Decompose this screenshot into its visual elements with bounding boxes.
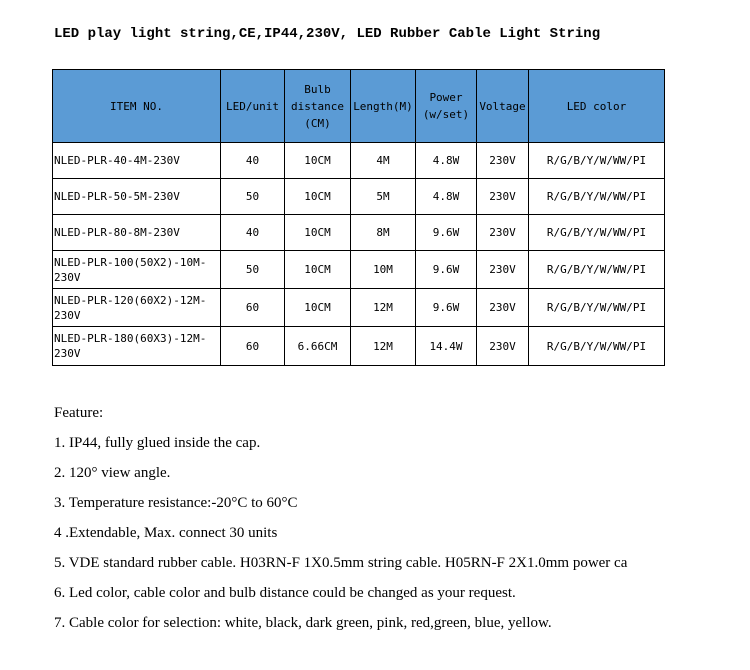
cell-led-color: R/G/B/Y/W/WW/PI (529, 143, 665, 179)
table-row (53, 289, 665, 327)
cell-item-no: NLED-PLR-120(60X2)-12M-230V (53, 289, 221, 327)
cell-led-color: R/G/B/Y/W/WW/PI (529, 215, 665, 251)
feature-item: 6. Led color, cable color and bulb distance could be changed as your request. (54, 585, 516, 601)
cell-led-per-unit: 60 (221, 327, 285, 366)
cell-voltage: 230V (477, 251, 529, 289)
feature-item: 2. 120° view angle. (54, 465, 171, 481)
cell-length: 8M (351, 215, 416, 251)
cell-led-color: R/G/B/Y/W/WW/PI (529, 289, 665, 327)
cell-voltage: 230V (477, 179, 529, 215)
feature-item: 1. IP44, fully glued inside the cap. (54, 435, 261, 451)
cell-bulb-distance: 10CM (285, 289, 351, 327)
cell-power: 9.6W (416, 289, 477, 327)
cell-bulb-distance: 10CM (285, 143, 351, 179)
cell-led-color: R/G/B/Y/W/WW/PI (529, 179, 665, 215)
cell-item-no: NLED-PLR-50-5M-230V (53, 179, 221, 215)
cell-item-no: NLED-PLR-40-4M-230V (53, 143, 221, 179)
cell-power: 9.6W (416, 215, 477, 251)
cell-led-per-unit: 40 (221, 215, 285, 251)
cell-power: 14.4W (416, 327, 477, 366)
header-led-per-unit: LED/unit (221, 70, 285, 143)
header-led-color: LED color (529, 70, 665, 143)
cell-led-per-unit: 50 (221, 179, 285, 215)
cell-bulb-distance: 10CM (285, 251, 351, 289)
cell-bulb-distance: 10CM (285, 215, 351, 251)
feature-item: 4 .Extendable, Max. connect 30 units (54, 525, 278, 541)
cell-length: 12M (351, 289, 416, 327)
header-voltage: Voltage (477, 70, 529, 143)
product-spec-table (52, 69, 665, 366)
cell-led-per-unit: 60 (221, 289, 285, 327)
cell-item-no: NLED-PLR-80-8M-230V (53, 215, 221, 251)
cell-power: 4.8W (416, 179, 477, 215)
cell-item-no: NLED-PLR-100(50X2)-10M-230V (53, 251, 221, 289)
cell-bulb-distance: 10CM (285, 179, 351, 215)
cell-led-color: R/G/B/Y/W/WW/PI (529, 251, 665, 289)
cell-length: 4M (351, 143, 416, 179)
cell-led-color: R/G/B/Y/W/WW/PI (529, 327, 665, 366)
header-power: Power (w/set) (416, 70, 477, 143)
cell-length: 12M (351, 327, 416, 366)
cell-led-per-unit: 50 (221, 251, 285, 289)
feature-item: 5. VDE standard rubber cable. H03RN-F 1X0.5mm string cable. H05RN-F 2X1.0mm power ca (54, 555, 628, 571)
table-row (53, 179, 665, 215)
cell-item-no: NLED-PLR-180(60X3)-12M-230V (53, 327, 221, 366)
cell-length: 5M (351, 179, 416, 215)
feature-heading: Feature: (54, 405, 104, 421)
feature-item: 3. Temperature resistance:-20°C to 60°C (54, 495, 298, 511)
cell-led-per-unit: 40 (221, 143, 285, 179)
table-row (53, 327, 665, 366)
header-item-no: ITEM NO. (53, 70, 221, 143)
header-length: Length(M) (351, 70, 416, 143)
cell-power: 9.6W (416, 251, 477, 289)
cell-voltage: 230V (477, 289, 529, 327)
cell-voltage: 230V (477, 143, 529, 179)
table-row (53, 251, 665, 289)
cell-voltage: 230V (477, 327, 529, 366)
table-header-row (53, 70, 665, 143)
table-row (53, 143, 665, 179)
cell-length: 10M (351, 251, 416, 289)
header-bulb-distance: Bulb distance (CM) (285, 70, 351, 143)
cell-bulb-distance: 6.66CM (285, 327, 351, 366)
table-row (53, 215, 665, 251)
cell-voltage: 230V (477, 215, 529, 251)
feature-item: 7. Cable color for selection: white, black, dark green, pink, red,green, blue, yellow. (54, 615, 552, 631)
feature-list (54, 403, 664, 643)
document-title: LED play light string,CE,IP44,230V, LED Rubber Cable Light String (54, 26, 601, 42)
cell-power: 4.8W (416, 143, 477, 179)
